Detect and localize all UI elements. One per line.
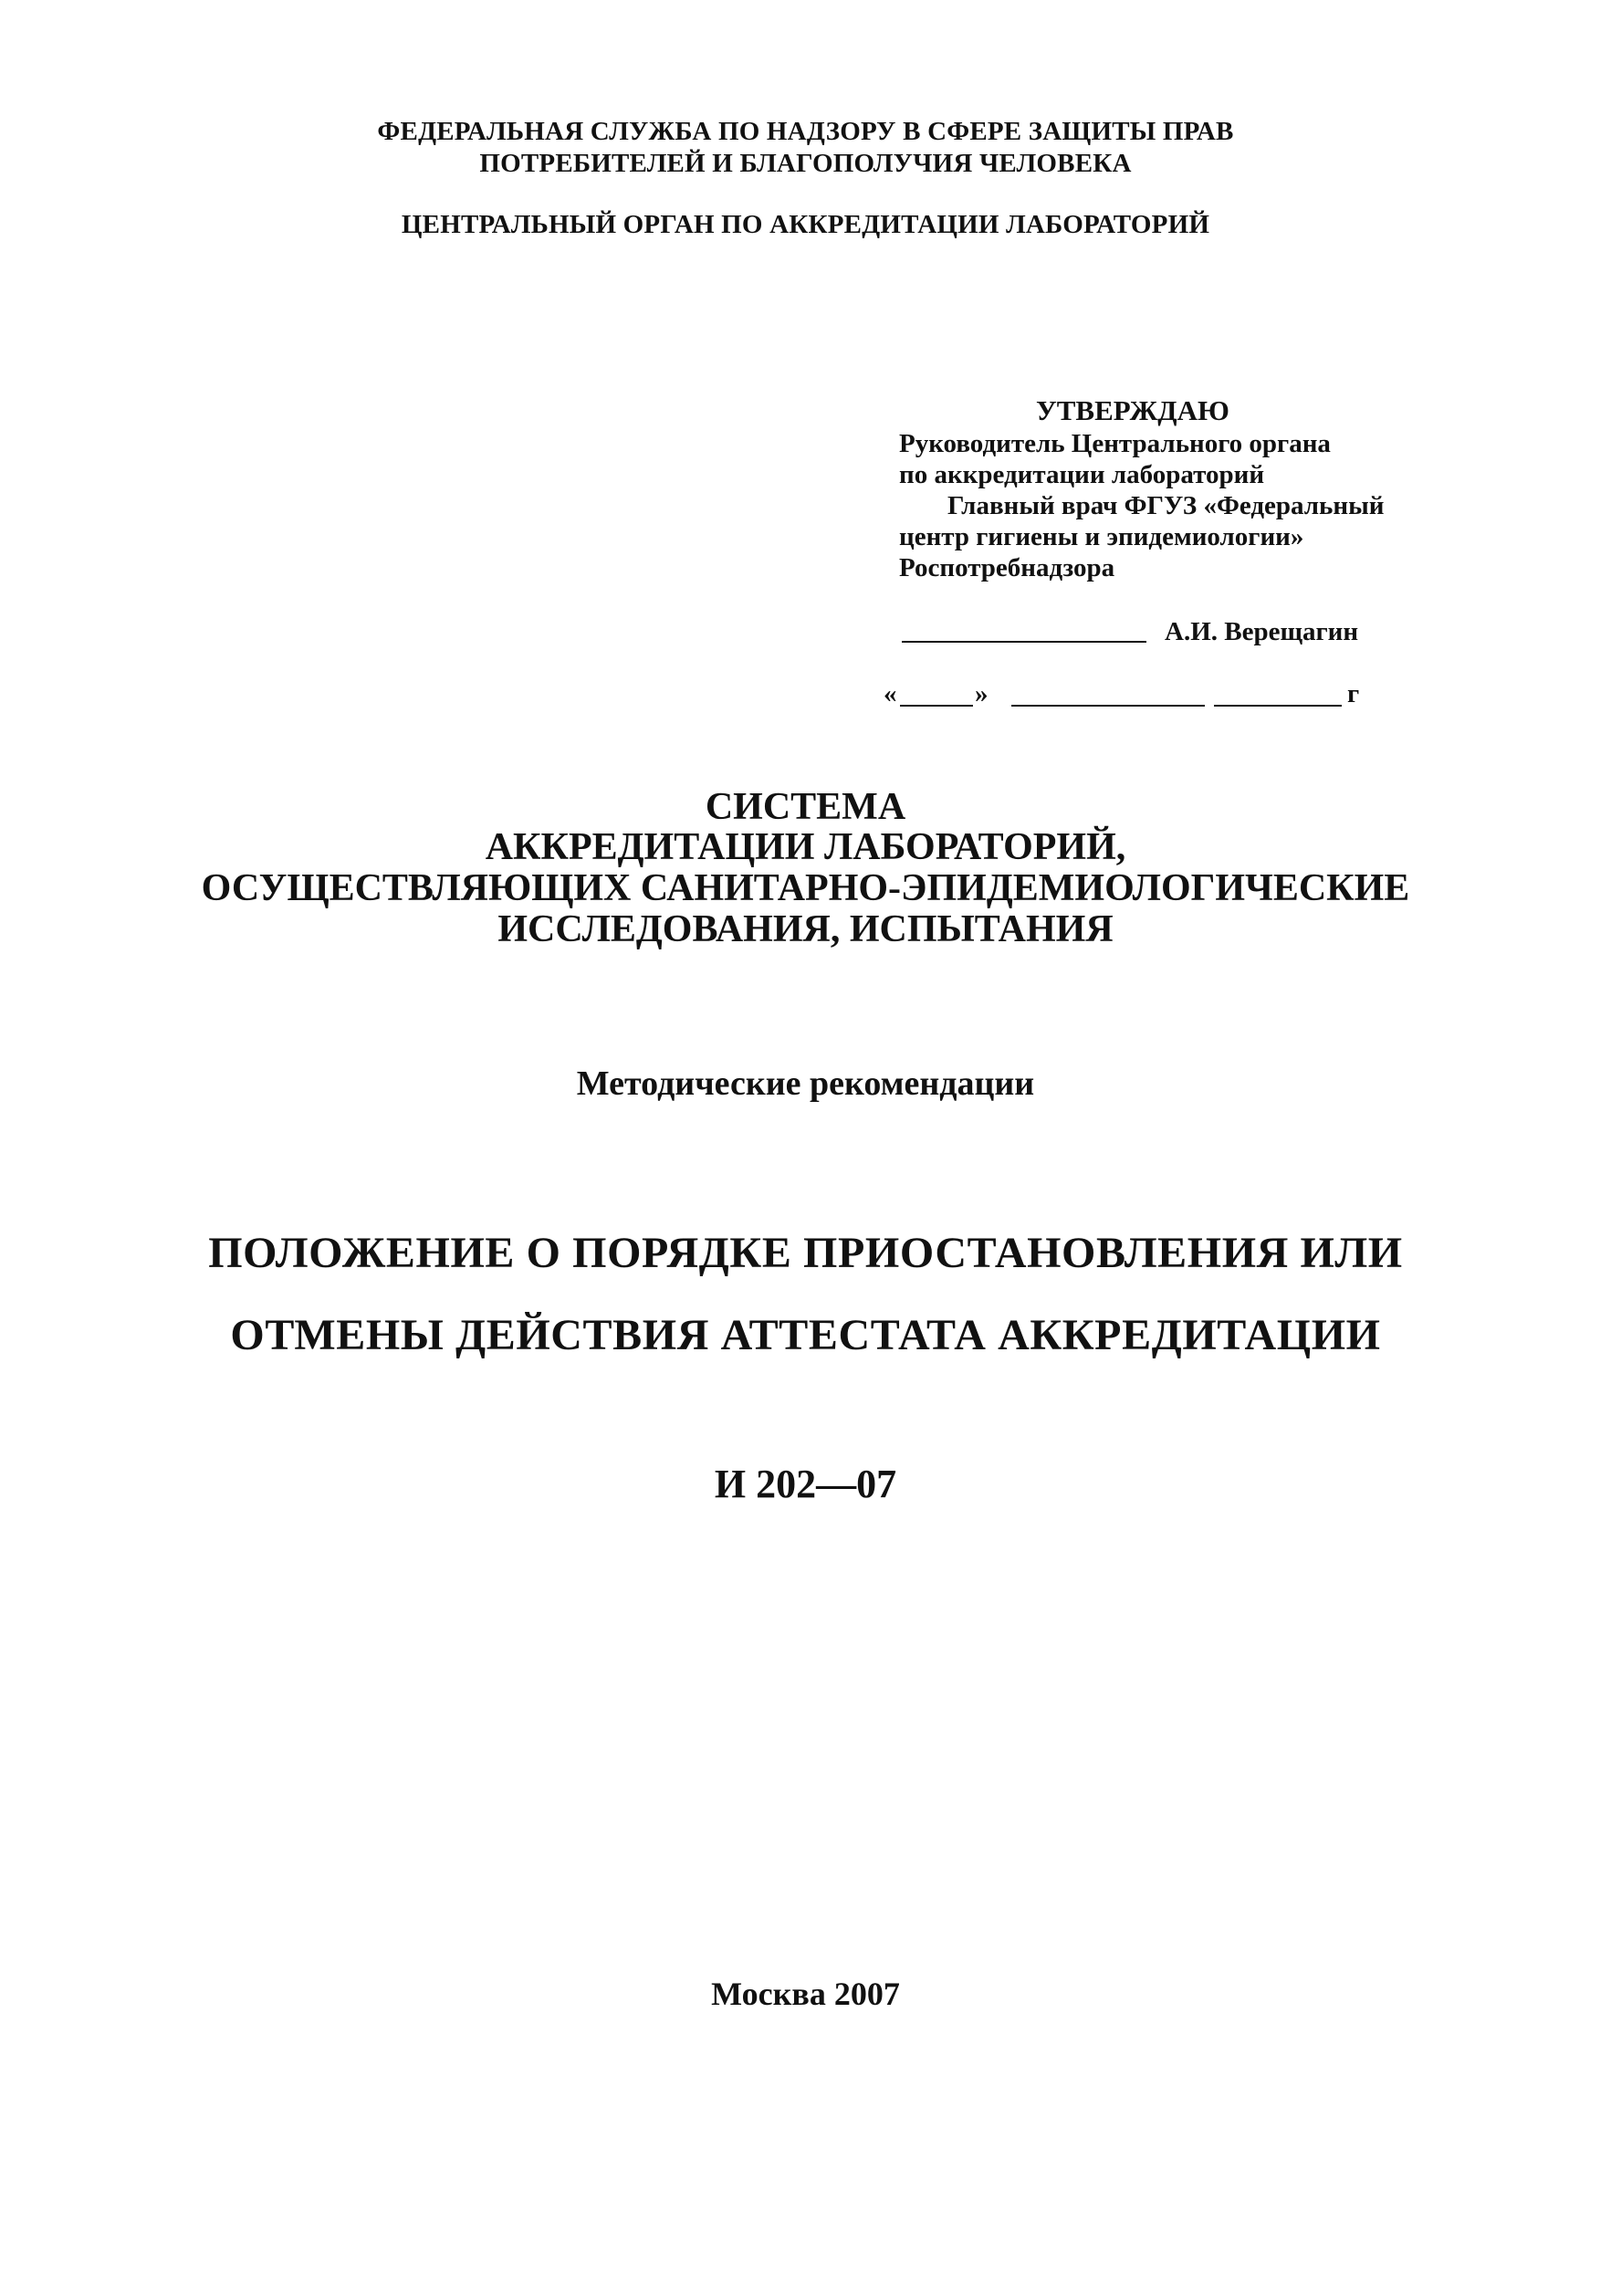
date-close-quote: » (975, 679, 989, 708)
agency-name-line-2: ПОТРЕБИТЕЛЕЙ И БЛАГОПОЛУЧИЯ ЧЕЛОВЕКА (479, 149, 1132, 178)
date-open-quote: « (884, 679, 897, 708)
date-day-blank (900, 705, 973, 707)
system-title-line-4: ИССЛЕДОВАНИЯ, ИСПЫТАНИЯ (497, 908, 1114, 950)
central-body-name: ЦЕНТРАЛЬНЫЙ ОРГАН ПО АККРЕДИТАЦИИ ЛАБОРАТОРИЙ (401, 210, 1210, 239)
approval-line-3: Главный врач ФГУЗ «Федеральный (947, 491, 1385, 520)
main-title-line-1: ПОЛОЖЕНИЕ О ПОРЯДКЕ ПРИОСТАНОВЛЕНИЯ ИЛИ (208, 1229, 1403, 1277)
system-title-line-2: АККРЕДИТАЦИИ ЛАБОРАТОРИЙ, (485, 826, 1126, 868)
approval-line-2: по аккредитации лабораторий (899, 460, 1265, 489)
approval-line-5: Роспотребнадзора (899, 553, 1115, 582)
approval-line-1: Руководитель Центрального органа (899, 429, 1331, 458)
date-year-blank (1214, 705, 1342, 707)
main-title-line-2: ОТМЕНЫ ДЕЙСТВИЯ АТТЕСТАТА АККРЕДИТАЦИИ (230, 1311, 1381, 1359)
date-year-suffix: г (1347, 679, 1360, 708)
date-month-blank (1011, 705, 1205, 707)
city-year: Москва 2007 (711, 1976, 900, 2012)
document-code: И 202—07 (714, 1462, 897, 1506)
signature-line (902, 641, 1146, 643)
document-type: Методические рекомендации (576, 1064, 1035, 1103)
system-title-line-1: СИСТЕМА (705, 786, 906, 828)
approval-line-4: центр гигиены и эпидемиологии» (899, 522, 1304, 551)
approval-title: УТВЕРЖДАЮ (1036, 394, 1229, 426)
agency-name-line-1: ФЕДЕРАЛЬНАЯ СЛУЖБА ПО НАДЗОРУ В СФЕРЕ ЗАЩИТЫ ПРАВ (377, 117, 1234, 146)
signatory-name: А.И. Верещагин (1165, 617, 1359, 646)
system-title-line-3: ОСУЩЕСТВЛЯЮЩИХ САНИТАРНО-ЭПИДЕМИОЛОГИЧЕСКИЕ (201, 867, 1410, 909)
